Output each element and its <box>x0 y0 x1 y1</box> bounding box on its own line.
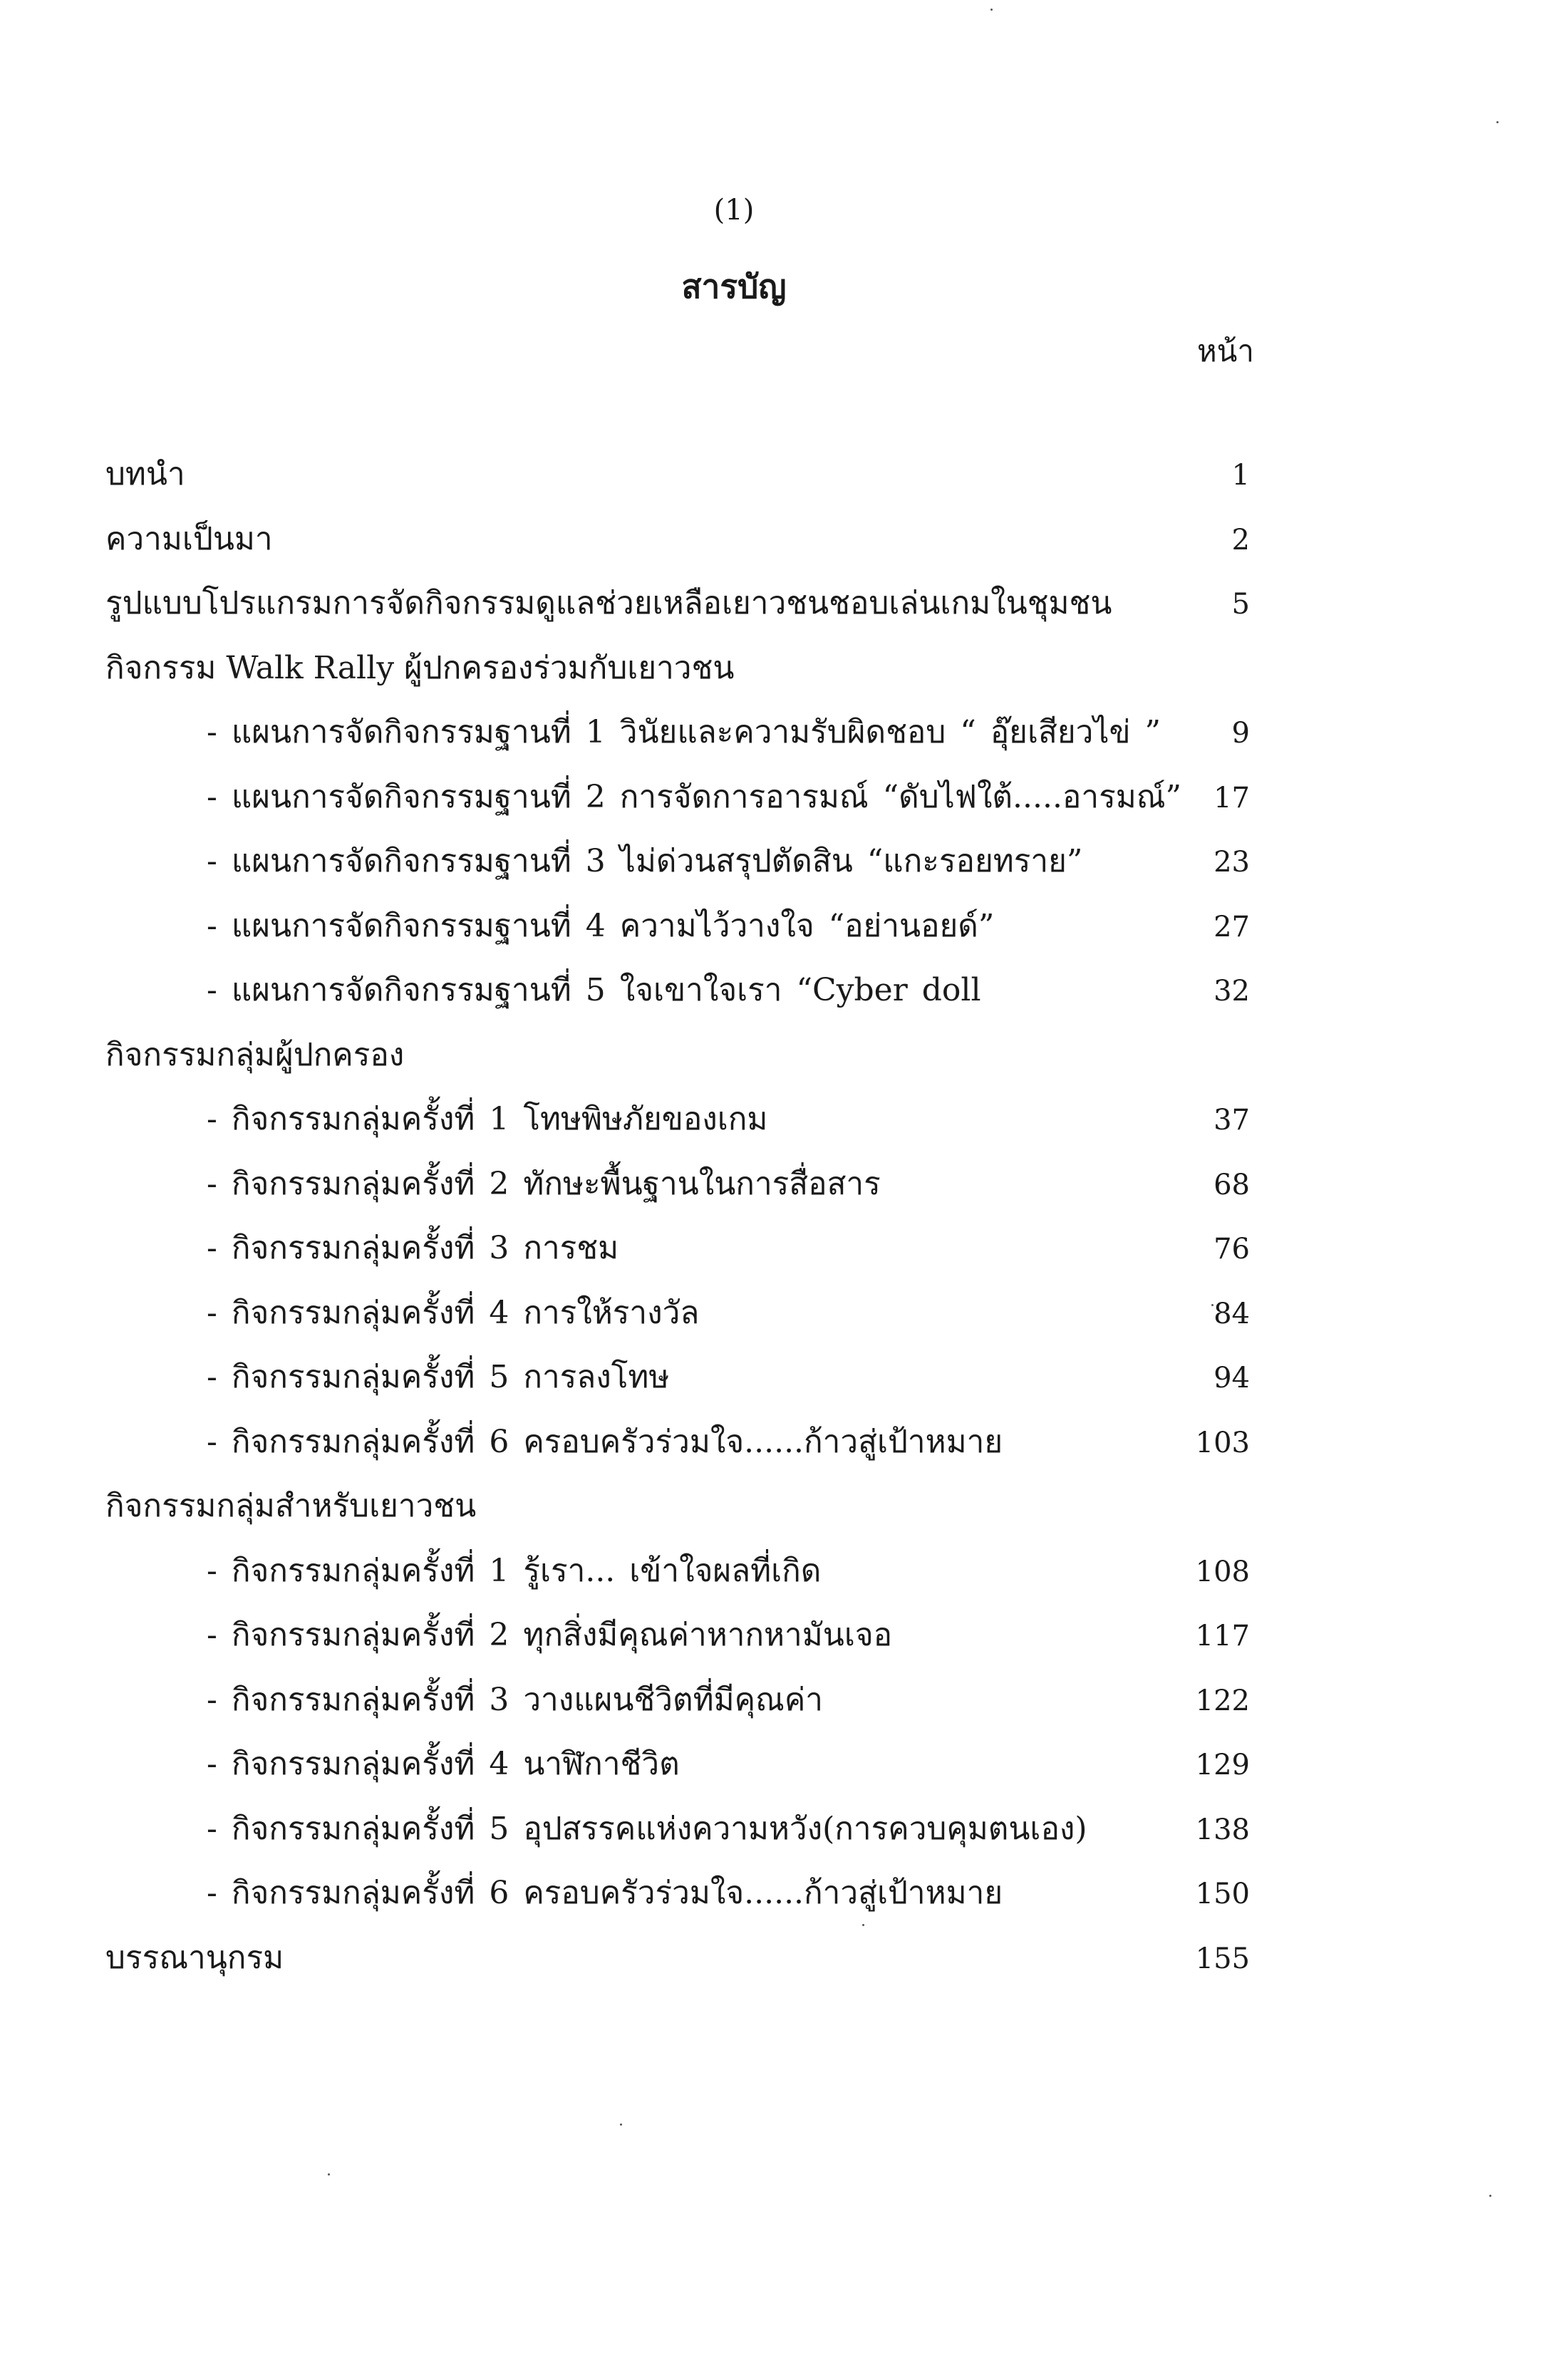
toc-entry-label: - กิจกรรมกลุ่มครั้งที่ 5 อุปสรรคแห่งความหวัง(การควบคุมตนเอง) <box>207 1810 1087 1847</box>
toc-entry-label: รูปแบบโปรแกรมการจัดกิจกรรมดูแลช่วยเหลือเยาวชนชอบเล่นเกมในชุมชน <box>105 585 1112 621</box>
scan-speck <box>1489 2195 1491 2197</box>
toc-section-row <box>0 449 1542 514</box>
toc-title: สารบัญ <box>681 267 787 306</box>
toc-section-row <box>0 578 1542 643</box>
toc-page-number: 129 <box>1195 1749 1250 1781</box>
toc-page-number: 150 <box>1195 1878 1250 1910</box>
toc-entry-label: - กิจกรรมกลุ่มครั้งที่ 2 ทุกสิ่งมีคุณค่าหากหามันเจอ <box>207 1617 893 1653</box>
toc-page-number: 9 <box>1231 717 1250 750</box>
toc-page-number: 17 <box>1214 781 1250 814</box>
toc-subentry-row <box>0 772 1542 837</box>
toc-subentry-row <box>0 965 1542 1030</box>
toc-entry-label: - แผนการจัดกิจกรรมฐานที่ 3 ไม่ด่วนสรุปตัดสิน “แกะรอยทราย” <box>207 843 1083 879</box>
toc-subentry-row <box>0 1675 1542 1739</box>
toc-entry-label: - กิจกรรมกลุ่มครั้งที่ 3 การชม <box>207 1230 619 1266</box>
toc-subentry-row <box>0 836 1542 901</box>
scan-speck <box>328 2173 330 2175</box>
toc-subentry-row <box>0 1288 1542 1352</box>
toc-subentry-row <box>0 1094 1542 1159</box>
toc-entry-label: - กิจกรรมกลุ่มครั้งที่ 6 ครอบครัวร่วมใจ......ก้าวสู่เป้าหมาย <box>207 1423 1003 1460</box>
toc-page-number: 76 <box>1214 1233 1250 1266</box>
scan-speck <box>990 9 993 11</box>
toc-entry-label: - กิจกรรมกลุ่มครั้งที่ 1 โทษพิษภัยของเกม <box>207 1101 768 1137</box>
toc-entry-label: - แผนการจัดกิจกรรมฐานที่ 5 ใจเขาใจเรา “Cyber doll <box>207 972 981 1008</box>
toc-subentry-row <box>0 901 1542 966</box>
toc-entry-label: - กิจกรรมกลุ่มครั้งที่ 4 นาฬิกาชีวิต <box>207 1746 680 1782</box>
page-column-header: หน้า <box>1197 333 1254 368</box>
toc-subentry-row <box>0 1417 1542 1481</box>
toc-entry-label: กิจกรรม Walk Rally ผู้ปกครองร่วมกับเยาวชน <box>105 649 735 686</box>
toc-page-number: 103 <box>1195 1426 1250 1459</box>
toc-page-number: 84 <box>1214 1297 1250 1330</box>
toc-page-number: 1 <box>1231 459 1250 492</box>
toc-page-number: 155 <box>1195 1942 1250 1975</box>
toc-subentry-row <box>0 1610 1542 1675</box>
toc-entry-label: - กิจกรรมกลุ่มครั้งที่ 1 รู้เรา... เข้าใจผลที่เกิด <box>207 1552 822 1589</box>
toc-page-number: 94 <box>1214 1362 1250 1395</box>
toc-entry-label: กิจกรรมกลุ่มสำหรับเยาวชน <box>105 1488 477 1524</box>
toc-page-number: 68 <box>1214 1168 1250 1201</box>
toc-page-number: 37 <box>1214 1104 1250 1137</box>
toc-subentry-row <box>0 1804 1542 1868</box>
toc-subentry-row <box>0 1352 1542 1417</box>
toc-subentry-row <box>0 707 1542 772</box>
toc-entry-label: กิจกรรมกลุ่มผู้ปกครอง <box>105 1036 405 1073</box>
toc-subentry-row <box>0 1739 1542 1804</box>
toc-entry-label: - แผนการจัดกิจกรรมฐานที่ 2 การจัดการอารมณ์ “ดับไฟใต้.....อารมณ์” <box>207 778 1182 815</box>
toc-page-number: 108 <box>1195 1555 1250 1588</box>
toc-subentry-row <box>0 1223 1542 1288</box>
toc-section-row <box>0 643 1542 708</box>
toc-page-number: 5 <box>1231 588 1250 621</box>
scan-speck <box>1211 1304 1214 1306</box>
toc-entry-label: บทนำ <box>105 456 185 492</box>
toc-section-row <box>0 1030 1542 1095</box>
toc-section-row <box>0 1481 1542 1546</box>
toc-subentry-row <box>0 1159 1542 1223</box>
toc-subentry-row <box>0 1868 1542 1933</box>
toc-entry-label: - แผนการจัดกิจกรรมฐานที่ 4 ความไว้วางใจ “อย่านอยด์” <box>207 907 995 944</box>
scan-speck <box>1496 121 1499 123</box>
toc-entry-label: บรรณานุกรม <box>105 1939 284 1976</box>
table-of-contents <box>0 449 1542 1997</box>
toc-entry-label: - กิจกรรมกลุ่มครั้งที่ 5 การลงโทษ <box>207 1359 670 1395</box>
toc-page-number: 32 <box>1214 975 1250 1008</box>
toc-page-number: 2 <box>1231 523 1250 557</box>
scan-speck <box>862 1924 864 1926</box>
toc-page-number: 27 <box>1214 910 1250 943</box>
toc-page-number: 122 <box>1195 1684 1250 1717</box>
toc-entry-label: - กิจกรรมกลุ่มครั้งที่ 3 วางแผนชีวิตที่มีคุณค่า <box>207 1681 823 1718</box>
toc-entry-label: - กิจกรรมกลุ่มครั้งที่ 6 ครอบครัวร่วมใจ......ก้าวสู่เป้าหมาย <box>207 1875 1003 1911</box>
toc-entry-label: - แผนการจัดกิจกรรมฐานที่ 1 วินัยและความรับผิดชอบ “ อุ๊ยเสียวไข่ ” <box>207 714 1161 750</box>
toc-entry-label: ความเป็นมา <box>105 520 273 557</box>
toc-entry-label: - กิจกรรมกลุ่มครั้งที่ 2 ทักษะพื้นฐานในการสื่อสาร <box>207 1165 881 1202</box>
toc-page-number: 117 <box>1195 1620 1250 1652</box>
toc-entry-label: - กิจกรรมกลุ่มครั้งที่ 4 การให้รางวัล <box>207 1294 700 1331</box>
toc-page-number: 138 <box>1195 1813 1250 1846</box>
page-number: (1) <box>713 194 755 227</box>
toc-subentry-row <box>0 1546 1542 1610</box>
toc-section-row <box>0 1933 1542 1997</box>
toc-section-row <box>0 514 1542 579</box>
scan-speck <box>620 2123 622 2126</box>
toc-page-number: 23 <box>1214 846 1250 879</box>
